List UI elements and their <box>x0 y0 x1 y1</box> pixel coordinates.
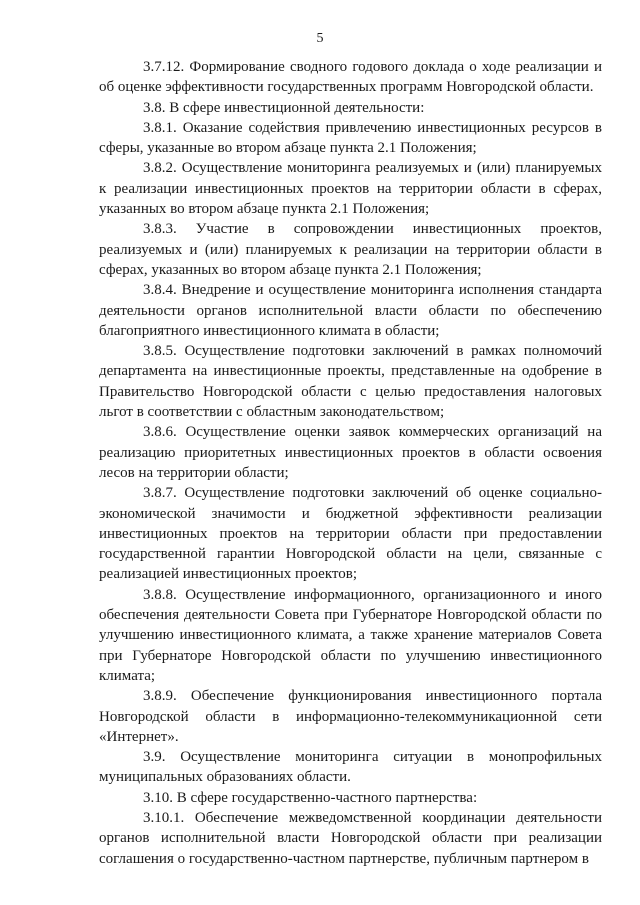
paragraph-3-8-6: 3.8.6. Осуществление оценки заявок коммерческих организаций на реализацию приоритетных инвестиционных проектов в области освоения лесов на территории области; <box>99 424 602 481</box>
paragraph-3-8-3: 3.8.3. Участие в сопровождении инвестиционных проектов, реализуемых и (или) планируемых к реализации на территории области в сферах, указанных во втором абзаце пункта 2.1 Положения; <box>99 221 602 278</box>
paragraph-3-8-5: 3.8.5. Осуществление подготовки заключений в рамках полномочий департамента на инвестиционные проекты, представленные на одобрение в Правительство Новгородской области с целью предоставления налоговых льгот в соответствии с областным законодательством; <box>99 343 602 421</box>
paragraph-3-8-4: 3.8.4. Внедрение и осуществление мониторинга исполнения стандарта деятельности органов исполнительной власти области по обеспечению благоприятного инвестиционного климата в области; <box>99 282 602 339</box>
paragraph-3-9: 3.9. Осуществление мониторинга ситуации в монопрофильных муниципальных образованиях области. <box>99 749 602 786</box>
paragraph-3-10: 3.10. В сфере государственно-частного партнерства: <box>143 789 478 806</box>
paragraph-3-8-2: 3.8.2. Осуществление мониторинга реализуемых и (или) планируемых к реализации инвестиционных проектов на территории области в сферах, указанных во втором абзаце пункта 2.1 Положения; <box>99 160 602 218</box>
paragraph-3-8-7: 3.8.7. Осуществление подготовки заключений об оценке социально-экономической значимости и бюджетной эффективности реализации инвестиционных проектов на территории области при предоставлении государственной гарантии Новгородской области на цели, связанные с реализацией инвестиционных проектов; <box>99 485 602 583</box>
paragraph-3-10-1: 3.10.1. Обеспечение межведомственной координации деятельности органов исполнительной власти Новгородской области при реализации соглашения о государственно-частном партнерстве, публичным партнером в <box>99 809 602 867</box>
paragraph-3-8-9: 3.8.9. Обеспечение функционирования инвестиционного портала Новгородской области в информационно-телекоммуникационной сети «Интернет». <box>99 688 602 745</box>
document-body <box>99 57 602 869</box>
paragraph-3-8: 3.8. В сфере инвестиционной деятельности: <box>143 99 425 116</box>
page-number: 5 <box>316 31 324 46</box>
paragraph-3-7-12: 3.7.12. Формирование сводного годового доклада о ходе реализации и об оценке эффективности государственных программ Новгородской области. <box>99 59 602 96</box>
paragraph-3-8-8: 3.8.8. Осуществление информационного, организационного и иного обеспечения деятельности Совета при Губернаторе Новгородской области по улучшению инвестиционного климата, а также хранение материалов Совета при Губернаторе Новгородской области по улучшению инвестиционного климата; <box>99 586 602 684</box>
paragraph-3-8-1: 3.8.1. Оказание содействия привлечению инвестиционных ресурсов в сферы, указанные во втором абзаце пункта 2.1 Положения; <box>99 119 602 157</box>
